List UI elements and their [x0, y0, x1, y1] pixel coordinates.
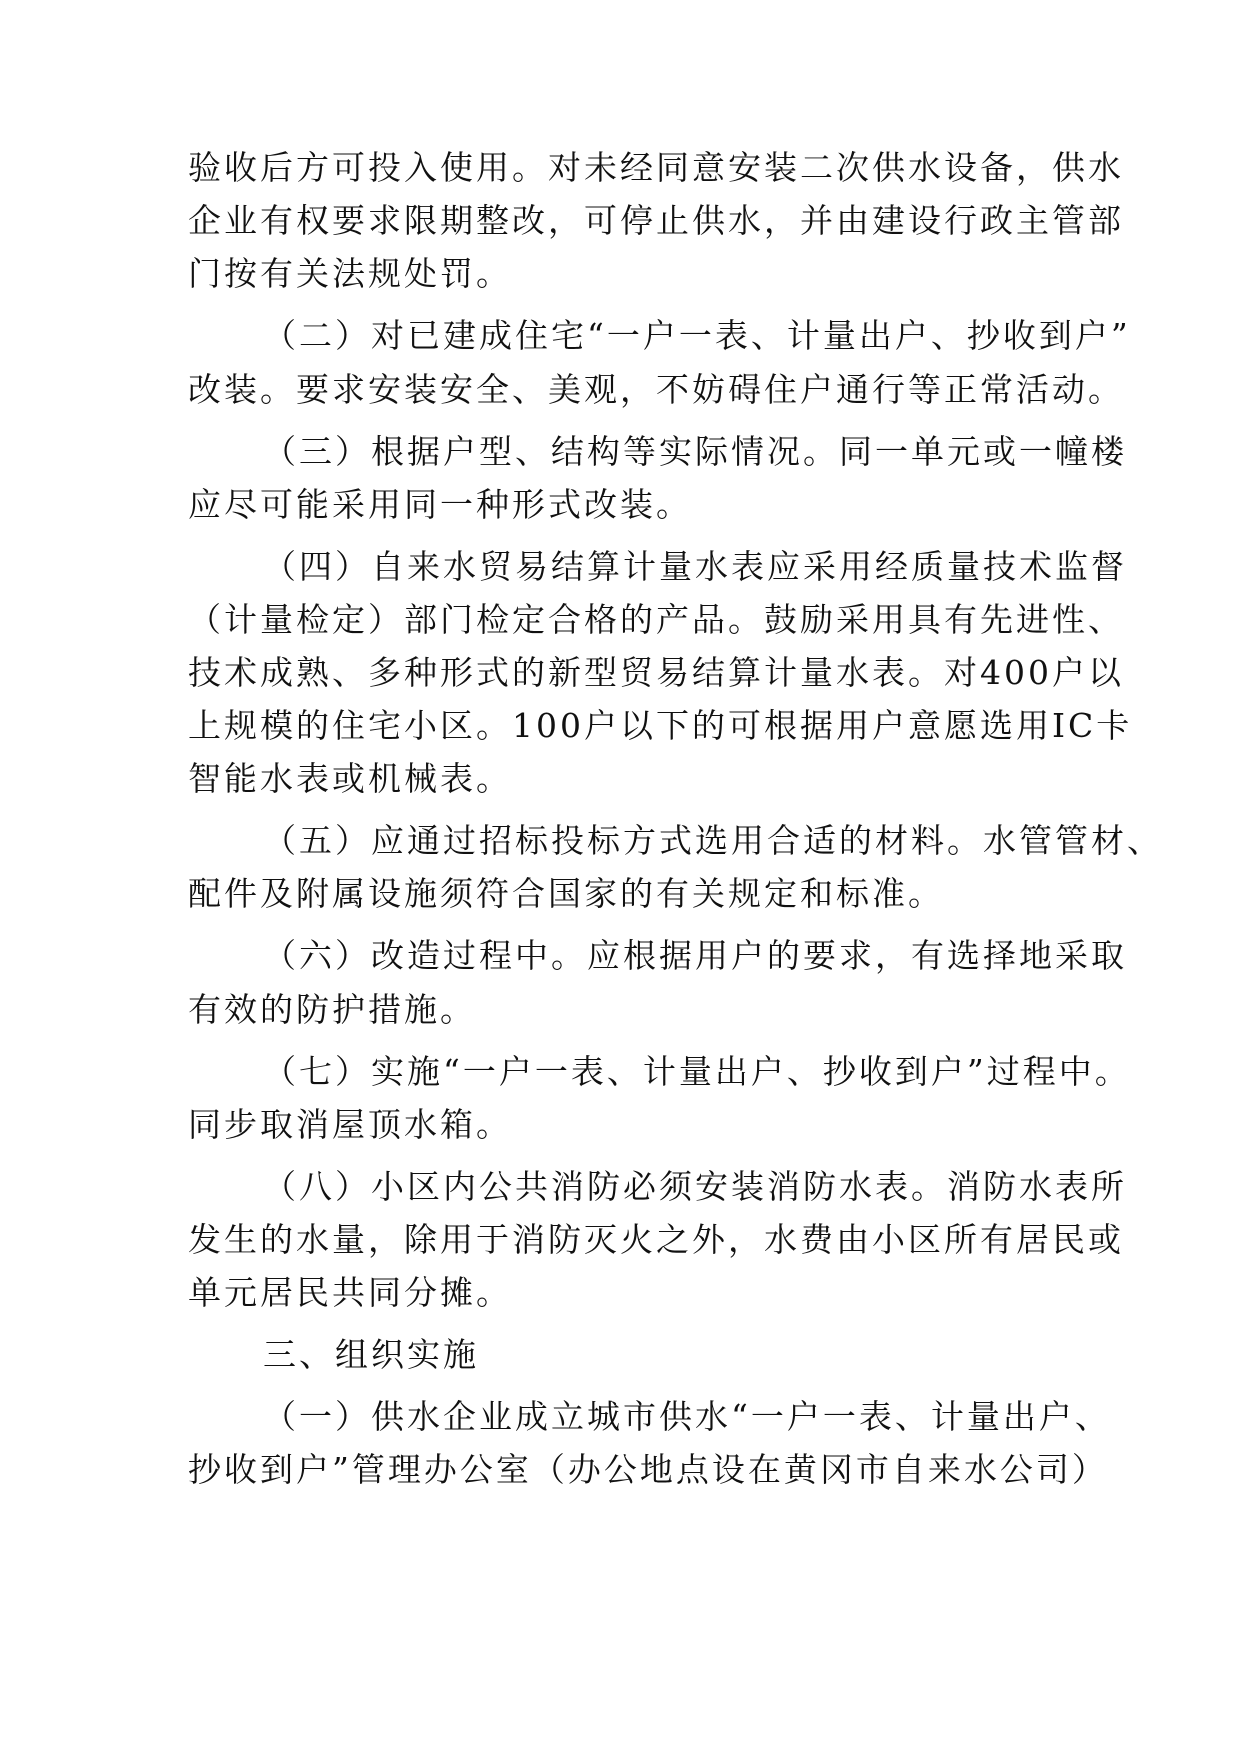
- text-line: 门按有关法规处罚。: [188, 254, 512, 293]
- paragraph-heading-line: （二）对已建成住宅“一户一表、计量出户、抄收到户”: [263, 316, 1131, 355]
- text-line: （计量检定）部门检定合格的产品。鼓励采用具有先进性、: [188, 600, 1124, 639]
- text-line: 发生的水量，除用于消防灭火之外，水费由小区所有居民或: [188, 1220, 1124, 1259]
- text-line: 改装。要求安装安全、美观，不妨碍住户通行等正常活动。: [188, 370, 1124, 409]
- text-line: 应尽可能采用同一种形式改装。: [188, 485, 692, 524]
- text-line: 同步取消屋顶水箱。: [188, 1105, 512, 1144]
- text-line: 技术成熟、多种形式的新型贸易结算计量水表。对400户以: [188, 653, 1124, 692]
- text-line: 单元居民共同分摊。: [188, 1273, 512, 1312]
- text-line: 验收后方可投入使用。对未经同意安装二次供水设备，供水: [188, 148, 1124, 187]
- section-heading: 三、组织实施: [263, 1335, 479, 1374]
- text-line: 上规模的住宅小区。100户以下的可根据用户意愿选用IC卡: [188, 706, 1133, 745]
- paragraph-heading-line: （八）小区内公共消防必须安装消防水表。消防水表所: [263, 1167, 1127, 1206]
- paragraph-heading-line: （六）改造过程中。应根据用户的要求，有选择地采取: [263, 936, 1127, 975]
- paragraph-heading-line: （三）根据户型、结构等实际情况。同一单元或一幢楼: [263, 432, 1127, 471]
- text-line: 配件及附属设施须符合国家的有关规定和标准。: [188, 874, 944, 913]
- paragraph-heading-line: （四）自来水贸易结算计量水表应采用经质量技术监督: [263, 547, 1127, 586]
- paragraph-heading-line: （一）供水企业成立城市供水“一户一表、计量出户、: [263, 1397, 1111, 1436]
- text-line: 智能水表或机械表。: [188, 759, 512, 798]
- text-line: 抄收到户”管理办公室（办公地点设在黄冈市自来水公司）: [188, 1450, 1108, 1489]
- paragraph-heading-line: （五）应通过招标投标方式选用合适的材料。水管管材、: [263, 821, 1163, 860]
- paragraph-heading-line: （七）实施“一户一表、计量出户、抄收到户”过程中。: [263, 1052, 1131, 1091]
- text-line: 企业有权要求限期整改，可停止供水，并由建设行政主管部: [188, 201, 1124, 240]
- text-line: 有效的防护措施。: [188, 990, 476, 1029]
